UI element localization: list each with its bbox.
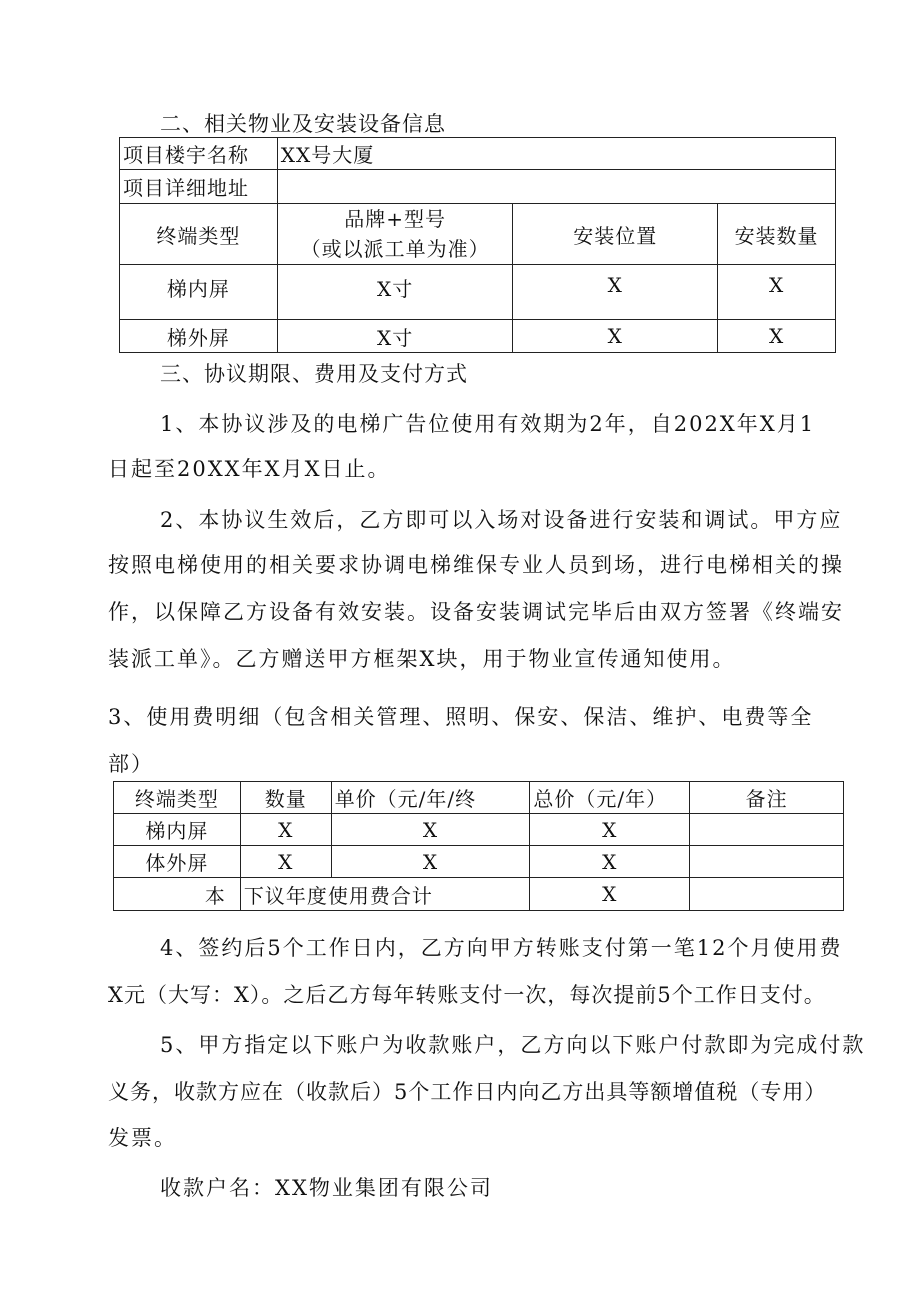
building-label: 项目楼宇名称 <box>120 138 278 170</box>
fee-table <box>113 781 844 911</box>
fee-summary-total: X <box>530 878 690 911</box>
paragraph-2-line-4: 装派工单》。乙方赠送甲方框架X块，用于物业宣传通知使用。 <box>108 647 736 671</box>
address-label: 项目详细地址 <box>120 170 278 204</box>
header-brand-line2: （或以派工单为准） <box>300 237 490 261</box>
paragraph-4-line-2: X元（大写：X）。之后乙方每年转账支付一次，每次提前5个工作日支付。 <box>108 983 826 1007</box>
fee-row-unit-price: X <box>331 814 530 846</box>
row-quantity: X <box>718 320 836 353</box>
section-heading-3: 三、协议期限、费用及支付方式 <box>160 362 468 386</box>
paragraph-3-line-2: 部） <box>108 752 154 776</box>
table-row <box>120 265 836 320</box>
payee-name: 收款户名：XX物业集团有限公司 <box>160 1176 493 1200</box>
fee-row-remark <box>690 814 844 846</box>
fee-row-type: 梯内屏 <box>114 814 241 846</box>
paragraph-5-line-3: 发票。 <box>108 1126 177 1150</box>
paragraph-2-line-3: 作，以保障乙方设备有效安装。设备安装调试完毕后由双方签署《终端安 <box>108 600 844 624</box>
fee-header-total-price: 总价（元/年） <box>530 782 690 814</box>
fee-row-quantity: X <box>240 846 331 878</box>
table-row <box>120 320 836 353</box>
row-location: X <box>513 265 718 320</box>
header-install-quantity: 安装数量 <box>718 204 836 265</box>
table-row <box>120 138 836 170</box>
table-summary-row <box>114 878 844 911</box>
paragraph-5-line-1: 5、甲方指定以下账户为收款账户，乙方向以下账户付款即为完成付款 <box>160 1033 866 1057</box>
header-brand-model <box>277 204 513 265</box>
row-location: X <box>513 320 718 353</box>
fee-header-quantity: 数量 <box>240 782 331 814</box>
fee-header-remark: 备注 <box>690 782 844 814</box>
equipment-table <box>119 137 836 353</box>
fee-header-terminal-type: 终端类型 <box>114 782 241 814</box>
row-quantity: X <box>718 265 836 320</box>
table-row <box>120 170 836 204</box>
section-heading-2: 二、相关物业及安装设备信息 <box>160 112 446 136</box>
row-type: 梯内屏 <box>120 265 278 320</box>
paragraph-1-line-1: 1、本协议涉及的电梯广告位使用有效期为2年，自202X年X月1 <box>160 412 816 436</box>
table-row <box>114 846 844 878</box>
fee-row-quantity: X <box>240 814 331 846</box>
fee-row-total: X <box>530 846 690 878</box>
table-row <box>114 814 844 846</box>
paragraph-2-line-1: 2、本协议生效后，乙方即可以入场对设备进行安装和调试。甲方应 <box>160 508 843 532</box>
address-value <box>277 170 835 204</box>
fee-summary-remark <box>690 878 844 911</box>
paragraph-5-line-2: 义务，收款方应在（收款后）5个工作日内向乙方出具等额增值税（专用） <box>108 1080 827 1104</box>
paragraph-2-line-2: 按照电梯使用的相关要求协调电梯维保专业人员到场，进行电梯相关的操 <box>108 553 844 577</box>
row-brand: X寸 <box>277 320 513 353</box>
table-header-row <box>114 782 844 814</box>
paragraph-4-line-1: 4、签约后5个工作日内，乙方向甲方转账支付第一笔12个月使用费 <box>160 936 843 960</box>
fee-row-total: X <box>530 814 690 846</box>
building-value: XX号大厦 <box>277 138 835 170</box>
header-install-location: 安装位置 <box>513 204 718 265</box>
row-brand: X寸 <box>277 265 513 320</box>
fee-row-remark <box>690 846 844 878</box>
fee-summary-prefix: 本 <box>114 878 241 911</box>
fee-row-unit-price: X <box>331 846 530 878</box>
paragraph-1-line-2: 日起至20XX年X月X日止。 <box>108 457 391 481</box>
fee-summary-label: 下议年度使用费合计 <box>240 878 530 911</box>
table-header-row <box>120 204 836 265</box>
header-brand-line1: 品牌+型号 <box>344 207 446 231</box>
fee-row-type: 体外屏 <box>114 846 241 878</box>
header-terminal-type: 终端类型 <box>120 204 278 265</box>
fee-header-unit-price: 单价（元/年/终 <box>331 782 530 814</box>
row-type: 梯外屏 <box>120 320 278 353</box>
paragraph-3-line-1: 3、使用费明细（包含相关管理、照明、保安、保洁、维护、电费等全 <box>108 705 814 729</box>
